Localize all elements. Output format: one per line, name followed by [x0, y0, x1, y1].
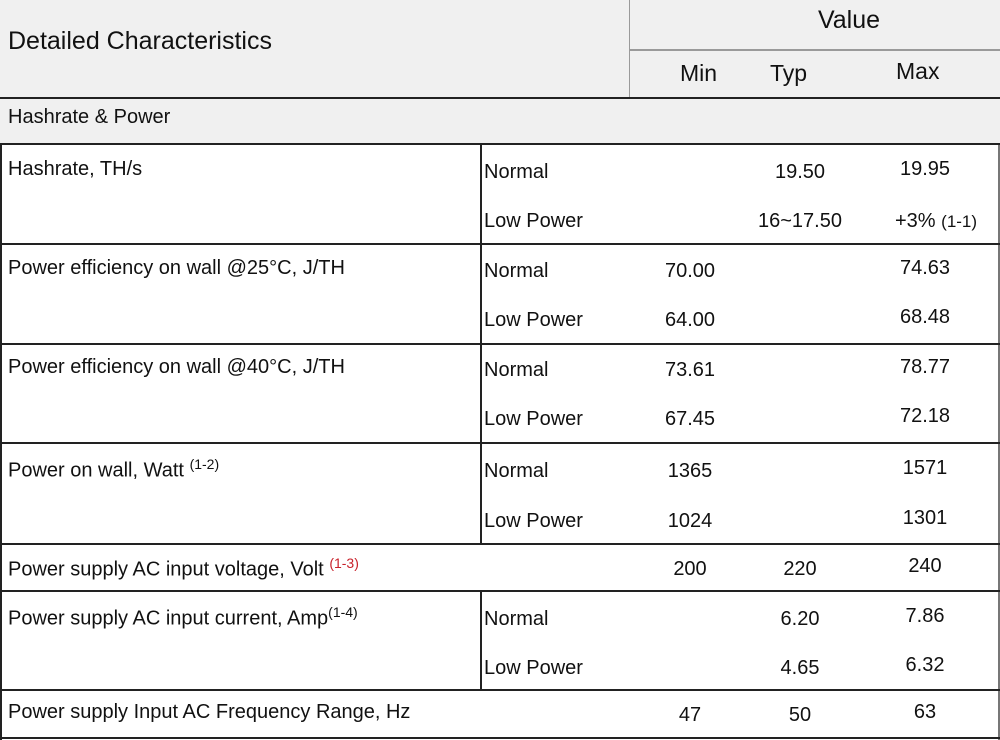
mode-label: Normal: [484, 161, 549, 183]
max-value: 1301: [902, 507, 948, 529]
typ-value: 220: [783, 558, 817, 580]
max-value: 240: [908, 555, 942, 577]
mode-label: Low Power: [484, 510, 583, 532]
min-value: 64.00: [664, 309, 716, 331]
typ-value: 4.65: [780, 657, 820, 679]
typ-value: 50: [788, 704, 812, 726]
row-divider: [0, 590, 1000, 592]
max-value: 1571: [902, 457, 948, 479]
column-min: Min: [680, 60, 718, 86]
mode-label: Normal: [484, 460, 549, 482]
mode-label: Normal: [484, 608, 549, 630]
row-label: Hashrate, TH/s: [8, 158, 143, 180]
table-header: [0, 0, 1000, 99]
mode-label: Low Power: [484, 309, 583, 331]
max-value: 7.86: [905, 605, 945, 627]
max-value: 78.77: [899, 356, 951, 378]
mode-label: Low Power: [484, 210, 583, 232]
row-label: Power supply Input AC Frequency Range, Hz: [8, 701, 411, 723]
column-typ: Typ: [770, 60, 808, 86]
table-bottom-border: [0, 737, 1000, 739]
section-row: [0, 99, 1000, 145]
value-group-label: Value: [817, 6, 881, 34]
column-divider: [480, 345, 482, 442]
mode-label: Normal: [484, 260, 549, 282]
typ-value: 16~17.50: [758, 210, 842, 232]
section-label: Hashrate & Power: [8, 106, 171, 128]
mode-label: Normal: [484, 359, 549, 381]
header-subdivider: [629, 49, 1000, 51]
max-value: 68.48: [899, 306, 951, 328]
max-value: 72.18: [899, 405, 951, 427]
column-divider: [480, 592, 482, 689]
max-value: 63: [913, 701, 937, 723]
mode-label: Low Power: [484, 657, 583, 679]
column-divider: [480, 145, 482, 243]
row-divider: [0, 343, 1000, 345]
row-label: Power efficiency on wall @25°C, J/TH: [8, 257, 345, 279]
max-footnote: (1-1): [941, 212, 978, 231]
min-value: 73.61: [664, 359, 716, 381]
column-divider: [480, 444, 482, 543]
row-divider: [0, 442, 1000, 444]
row-divider: [0, 689, 1000, 691]
column-divider: [480, 245, 482, 343]
mode-label: Low Power: [484, 408, 583, 430]
min-value: 1365: [667, 460, 713, 482]
row-label: Power on wall, Watt $^{(1-2)}$: [8, 456, 220, 482]
row-label: Power supply AC input current, Amp$^{(1-4)}$: [8, 604, 358, 630]
row-divider: [0, 543, 1000, 545]
footnote-ref: (1-2): [189, 456, 220, 472]
row-label: Power efficiency on wall @40°C, J/TH: [8, 356, 345, 378]
row-divider: [0, 243, 1000, 245]
typ-value: 6.20: [780, 608, 820, 630]
max-value: +3% (1-1): [895, 210, 978, 232]
min-value: 200: [673, 558, 707, 580]
table-title: Detailed Characteristics: [8, 27, 272, 55]
footnote-ref: (1-3): [329, 555, 359, 571]
max-value: 74.63: [899, 257, 951, 279]
min-value: 67.45: [664, 408, 716, 430]
column-max: Max: [896, 58, 940, 84]
min-value: 70.00: [664, 260, 716, 282]
typ-value: 19.50: [774, 161, 826, 183]
footnote-ref: (1-4): [328, 604, 358, 620]
row-label: Power supply AC input voltage, Volt $^{(1-3)}$: [8, 555, 359, 581]
max-value: 6.32: [905, 654, 945, 676]
min-value: 1024: [667, 510, 713, 532]
max-value: 19.95: [899, 158, 951, 180]
min-value: 47: [678, 704, 702, 726]
